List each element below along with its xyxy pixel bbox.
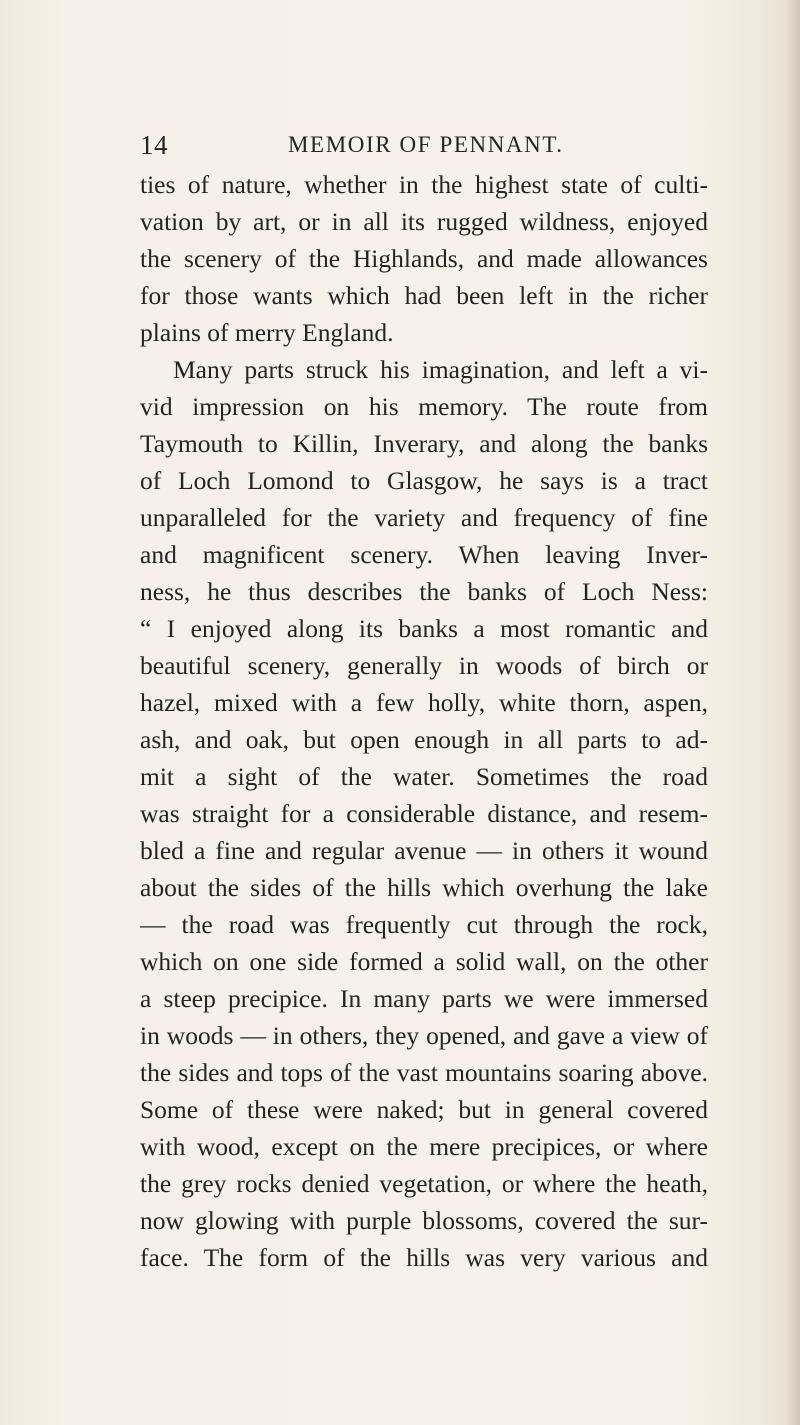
page-edge-shadow	[786, 0, 800, 1425]
text-line: plains of merry England.	[140, 318, 394, 347]
text-line: was straight for a considerable distance, and resem-	[140, 799, 708, 828]
text-line: Some of these were naked; but in general covered	[140, 1095, 708, 1124]
text-line: unparalleled for the variety and frequency of fine	[140, 503, 708, 532]
text-line: about the sides of the hills which overhung the lake	[140, 873, 708, 902]
text-line: mit a sight of the water. Sometimes the road	[140, 762, 708, 791]
text-line: and magnificent scenery. When leaving Inver-	[140, 540, 708, 569]
text-line: the scenery of the Highlands, and made allowances	[140, 244, 708, 273]
text-line: hazel, mixed with a few holly, white thorn, aspen,	[140, 688, 708, 717]
text-line: the sides and tops of the vast mountains soaring above.	[140, 1058, 708, 1087]
text-line: face. The form of the hills was very various and	[140, 1243, 708, 1272]
body-text	[140, 166, 708, 1276]
text-line: ash, and oak, but open enough in all parts to ad-	[140, 725, 708, 754]
text-line: beautiful scenery, generally in woods of birch or	[140, 651, 708, 680]
text-line: vid impression on his memory. The route from	[140, 392, 708, 421]
text-line: in woods — in others, they opened, and gave a view of	[140, 1021, 708, 1050]
text-line: of Loch Lomond to Glasgow, he says is a tract	[140, 466, 708, 495]
text-line: with wood, except on the mere precipices, or where	[140, 1132, 708, 1161]
text-line: bled a fine and regular avenue — in others it wound	[140, 836, 708, 865]
text-line: ness, he thus describes the banks of Loch Ness:	[140, 577, 708, 606]
text-line: for those wants which had been left in the richer	[140, 281, 708, 310]
text-line: “ I enjoyed along its banks a most romantic and	[140, 614, 708, 643]
page-number: 14	[140, 130, 168, 160]
text-line: which on one side formed a solid wall, on the other	[140, 947, 708, 976]
text-line: the grey rocks denied vegetation, or where the heath,	[140, 1169, 708, 1198]
text-line: vation by art, or in all its rugged wildness, enjoyed	[140, 207, 708, 236]
text-line: ties of nature, whether in the highest state of culti-	[140, 170, 708, 199]
text-line: Many parts struck his imagination, and left a vi-	[173, 355, 708, 384]
page-header	[140, 130, 700, 166]
running-title: MEMOIR OF PENNANT.	[288, 132, 564, 157]
text-line: now glowing with purple blossoms, covered the sur-	[140, 1206, 708, 1235]
text-line: Taymouth to Killin, Inverary, and along the banks	[140, 429, 708, 458]
text-line: a steep precipice. In many parts we were immersed	[140, 984, 708, 1013]
text-line: — the road was frequently cut through the rock,	[140, 910, 708, 939]
